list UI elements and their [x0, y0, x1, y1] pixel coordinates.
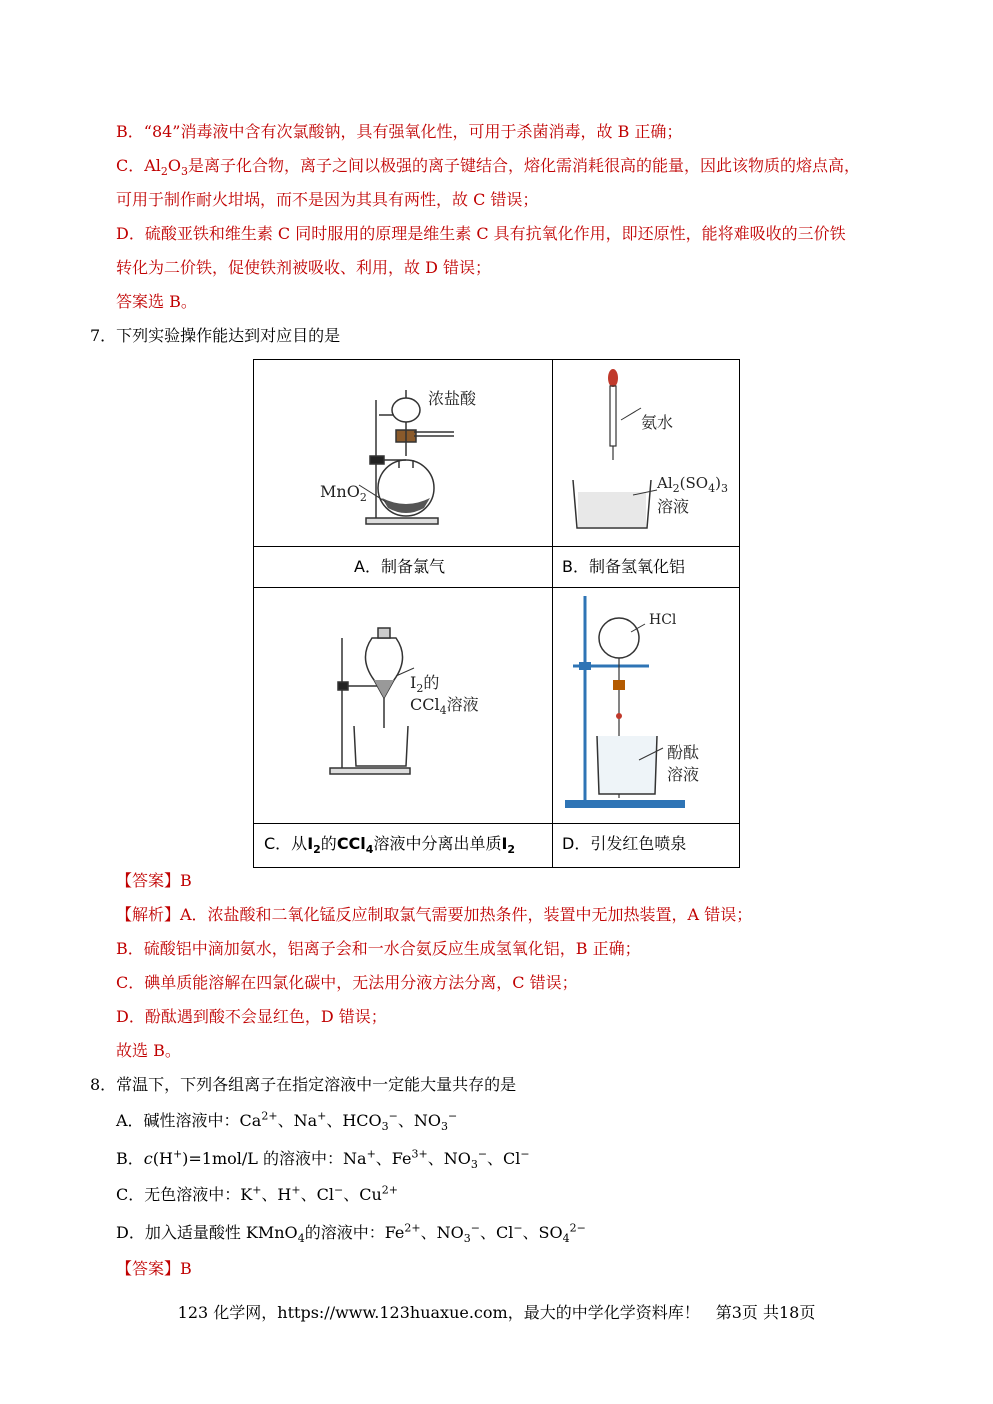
- q8-option-c: C．无色溶液中：K+、H+、Cl−、$Cu^{2+}$: [116, 1183, 398, 1204]
- q8-option-a: A．碱性溶液中：$Ca^{2+}$、Na+、$HCO_3^-$、$NO_3^-$: [116, 1109, 458, 1134]
- separating-funnel-icon: [254, 588, 552, 823]
- analysis6-c1: C．$Al_2O_3$是离子化合物，离子之间以极强的离子键结合，熔化需消耗很高的能量，因此该物质的熔点高，: [116, 156, 861, 179]
- label-concentrated-hcl: 浓盐酸: [428, 389, 477, 408]
- q7-stem: 7．下列实验操作能达到对应目的是: [90, 326, 341, 345]
- figure-b-aluminum-hydroxide: [553, 360, 741, 546]
- q8-stem: 8．常温下，下列各组离子在指定溶液中一定能大量共存的是: [90, 1075, 517, 1094]
- caption-a: A．制备氯气: [354, 557, 445, 576]
- q7-answer: 【答案】B: [116, 871, 192, 890]
- q7-analysis-c: C．碘单质能溶解在四氯化碳中，无法用分液方法分离，C 错误；: [116, 973, 578, 992]
- page-footer: 123 化学网，https://www.123huaxue.com，最大的中学化学资料库！ 第3页 共18页: [177, 1303, 816, 1322]
- q7-analysis-a: 【解析】A．浓盐酸和二氧化锰反应制取氯气需要加热条件，装置中无加热装置，A 错误；: [116, 905, 753, 924]
- q7-analysis-d: D．酚酞遇到酸不会显红色，D 错误；: [116, 1007, 387, 1026]
- analysis6-c2: 可用于制作耐火坩埚，而不是因为其具有两性，故 C 错误；: [116, 190, 539, 209]
- label-ccl4-solution: CCl$_4$溶液: [410, 695, 479, 718]
- analysis6-d2: 转化为二价铁，促使铁剂被吸收、利用，故 D 错误；: [116, 258, 492, 277]
- q7-analysis-b: B．硫酸铝中滴加氨水，铝离子会和一水合氨反应生成氢氧化铝，B 正确；: [116, 939, 641, 958]
- figure-d-fountain: [553, 588, 741, 823]
- caption-b: B．制备氢氧化铝: [562, 557, 685, 576]
- label-ammonia: 氨水: [641, 413, 674, 432]
- analysis6-b: B．“84”消毒液中含有次氯酸钠，具有强氧化性，可用于杀菌消毒，故 B 正确；: [116, 122, 683, 141]
- q8-option-d: D．加入适量酸性 KMnO$_4$的溶液中：$Fe^{2+}$、$NO_3^-$、Cl−、$SO_4^{2-}$: [116, 1221, 586, 1246]
- label-phenolphthalein: 酚酞: [667, 743, 700, 762]
- label-al2so43: $Al_2(SO_4)_3$: [657, 474, 728, 495]
- q8-answer: 【答案】B: [116, 1259, 192, 1278]
- beaker-dropper-icon: [553, 360, 741, 546]
- fountain-apparatus-icon: [553, 588, 741, 823]
- figure-c-separating-funnel: [254, 588, 552, 823]
- label-d-solution: 溶液: [667, 765, 700, 784]
- label-i2: $I_2$的: [410, 673, 440, 696]
- q7-options-table: [253, 359, 740, 868]
- q8-option-b: B．c(H+)=1mol/L 的溶液中：Na+、$Fe^{3+}$、$NO_3^-$、Cl−: [116, 1147, 530, 1172]
- analysis6-d1: D．硫酸亚铁和维生素 C 同时服用的原理是维生素 C 具有抗氧化作用，即还原性，能将难吸收的三价铁: [116, 224, 846, 243]
- caption-c: C．从$I_2$的CCl$_4$溶液中分离出单质$I_2$: [264, 834, 516, 857]
- q7-conclusion: 故选 B。: [116, 1041, 181, 1060]
- label-b-solution: 溶液: [657, 497, 690, 516]
- label-mno2: MnO$_2$: [320, 482, 367, 505]
- caption-d: D．引发红色喷泉: [562, 834, 687, 853]
- analysis6-answer: 答案选 B。: [116, 292, 197, 311]
- label-hcl: HCl: [649, 612, 677, 628]
- figure-a-chlorine-apparatus: [254, 360, 552, 546]
- apparatus-a-icon: [254, 360, 552, 546]
